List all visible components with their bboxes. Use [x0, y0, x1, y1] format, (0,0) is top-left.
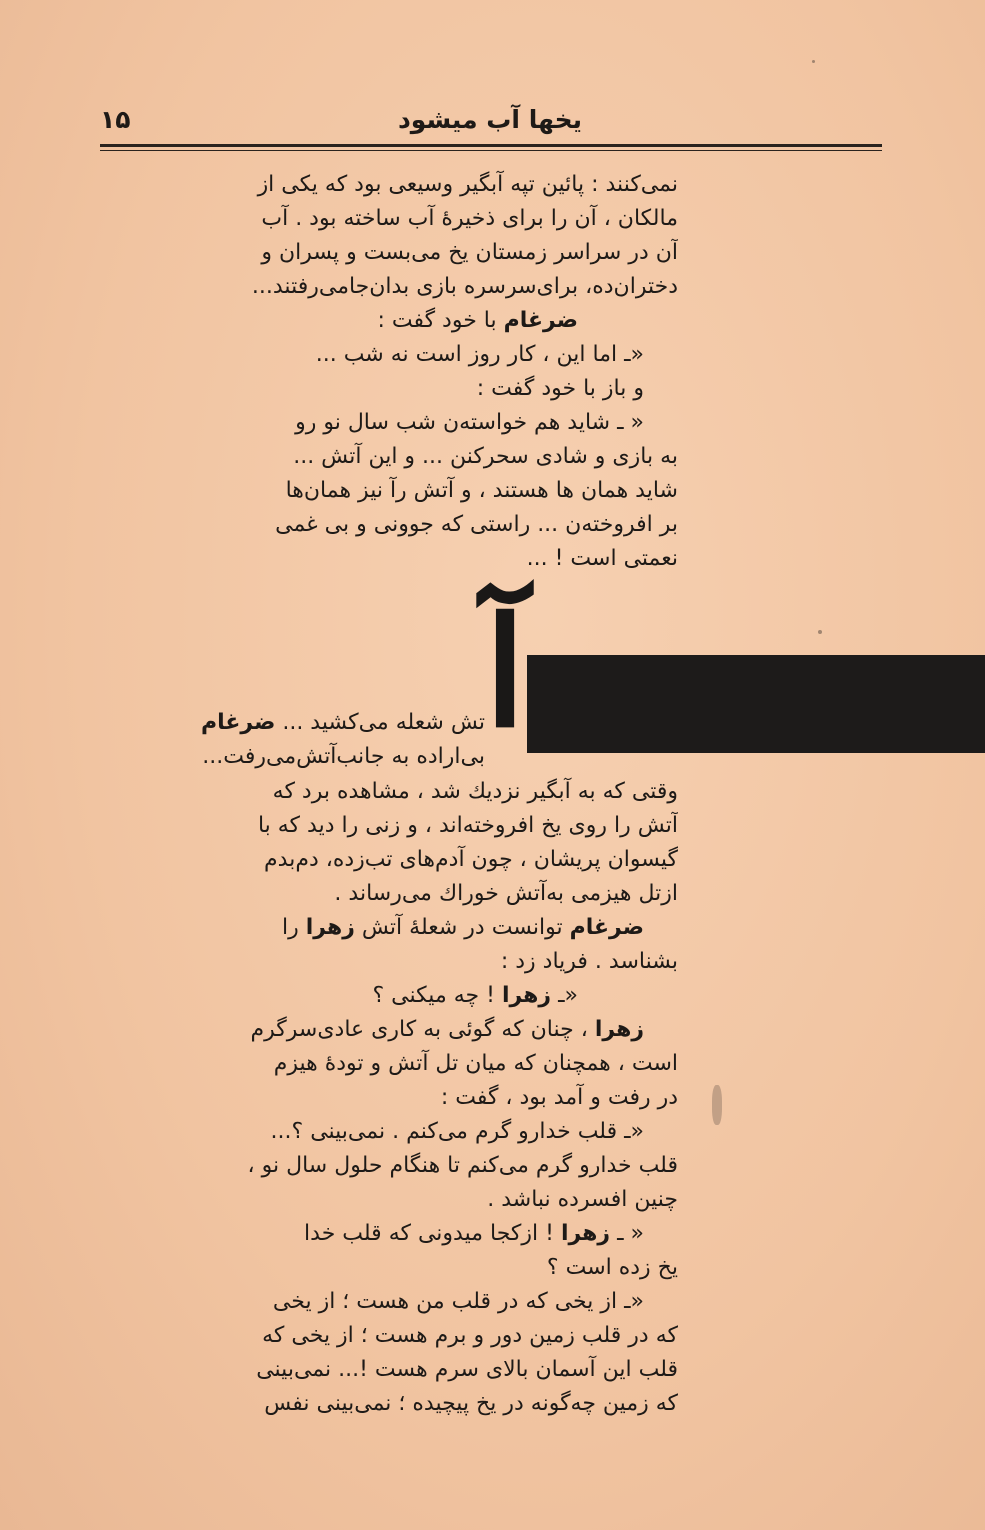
bottom-text-block	[100, 775, 678, 1421]
page-header	[100, 105, 882, 145]
inline-text: ! چه میکنی ؟	[372, 983, 502, 1008]
text-line: است ، همچنان که میان تل آتش و تودهٔ هیزم	[273, 1051, 678, 1076]
inline-text: ، چنان که گوئی به کاری عادی‌سرگرم	[250, 1017, 595, 1042]
quote-line	[100, 1217, 678, 1251]
page-number: ۱۵	[100, 105, 131, 134]
paper-speck	[818, 630, 822, 634]
quote-line: که در قلب زمین دور و برم هست ؛ از یخی که	[262, 1323, 678, 1348]
text-line: بی‌اراده به جانب‌آتش‌می‌رفت...	[202, 744, 485, 769]
character-name: زهرا	[560, 1221, 611, 1246]
character-name: زهرا	[305, 915, 355, 940]
quote-line: چنین افسرده نباشد .	[487, 1187, 678, 1212]
quote-line: بر افروخته‌ن ... راستی که جوونی و بی غمی	[275, 512, 678, 537]
text-line: وقتی که به آبگیر نزدیك شد ، مشاهده برد که	[272, 779, 678, 804]
quote-line: «ـ قلب خدارو گرم می‌کنم . نمی‌بینی ؟...	[270, 1119, 644, 1144]
running-title: یخها آب میشود	[397, 105, 582, 134]
speaker-line	[100, 304, 678, 338]
inline-text: را	[282, 915, 306, 940]
header-rule-thin	[100, 150, 882, 151]
top-text-block	[100, 168, 678, 576]
quote-line: «ـ از یخی که در قلب من هست ؛ از یخی	[272, 1289, 644, 1314]
drop-cap: آ	[484, 585, 526, 761]
paper-blemish	[712, 1085, 722, 1125]
quote-line: که زمین چه‌گونه در یخ پیچیده ؛ نمی‌بینی نفس	[264, 1391, 678, 1416]
section-opening	[100, 706, 485, 774]
section-ornament-bar	[527, 655, 985, 753]
character-name: ضرغام	[200, 710, 276, 735]
text-line: بشناسد . فریاد زد :	[500, 949, 678, 974]
quote-line: «ـ اما این ، کار روز است نه شب ...	[315, 342, 644, 367]
character-name: زهرا	[594, 1017, 644, 1042]
text-line: آن در سراسر زمستان یخ می‌بست و پسران و	[261, 240, 678, 265]
text-line: در رفت و آمد بود ، گفت :	[440, 1085, 678, 1110]
inline-text: ! ازکجا میدونی که قلب خدا	[304, 1221, 561, 1246]
text-line: نمی‌کنند : پائین تپه آبگیر وسیعی بود که یکی از	[257, 172, 678, 197]
quote-mark: «ـ	[551, 983, 578, 1008]
quote-mark: « ـ	[610, 1221, 644, 1246]
speaker-line: و باز با خود گفت :	[476, 376, 644, 401]
text-line: آتش را روی یخ افروخته‌اند ، و زنی را دید که با	[257, 813, 678, 838]
text-line	[100, 706, 485, 740]
quote-line: قلب این آسمان بالای سرم هست !... نمی‌بینی	[256, 1357, 678, 1382]
text-line: ازتل هیزمی به‌آتش خوراك می‌رساند .	[334, 881, 678, 906]
text-line	[100, 911, 678, 945]
header-rule-thick	[100, 144, 882, 147]
speaker-verb: با خود گفت :	[377, 308, 497, 333]
paper-speck	[812, 60, 815, 63]
text-line	[100, 1013, 678, 1047]
section-open-text: تش شعله می‌کشید ...	[275, 710, 485, 735]
quote-line: یخ زده است ؟	[546, 1255, 678, 1280]
quote-line: قلب خدارو گرم می‌کنم تا هنگام حلول سال نو ،	[247, 1153, 678, 1178]
inline-text: توانست در شعلهٔ آتش	[354, 915, 570, 940]
quote-line: به بازی و شادی سحرکنن ... و این آتش ...	[293, 444, 678, 469]
text-line: مالکان ، آن را برای ذخیرهٔ آب ساخته بود . آب	[261, 206, 678, 231]
quote-line: « ـ شاید هم خواسته‌ن شب سال نو رو	[295, 410, 644, 435]
quote-line: شاید همان ها هستند ، و آتش رآ نیز همان‌ها	[285, 478, 678, 503]
quote-line	[100, 979, 678, 1013]
text-line: گیسوان پریشان ، چون آدم‌های تب‌زده، دم‌بدم	[264, 847, 678, 872]
text-line: دختران‌ده، برای‌سرسره بازی بدان‌جامی‌رفتند...	[251, 274, 678, 299]
character-name: زهرا	[501, 983, 552, 1008]
character-name: ضرغام	[569, 915, 644, 940]
quote-line: نعمتی است ! ...	[526, 546, 678, 571]
speaker-name: ضرغام	[503, 308, 578, 333]
